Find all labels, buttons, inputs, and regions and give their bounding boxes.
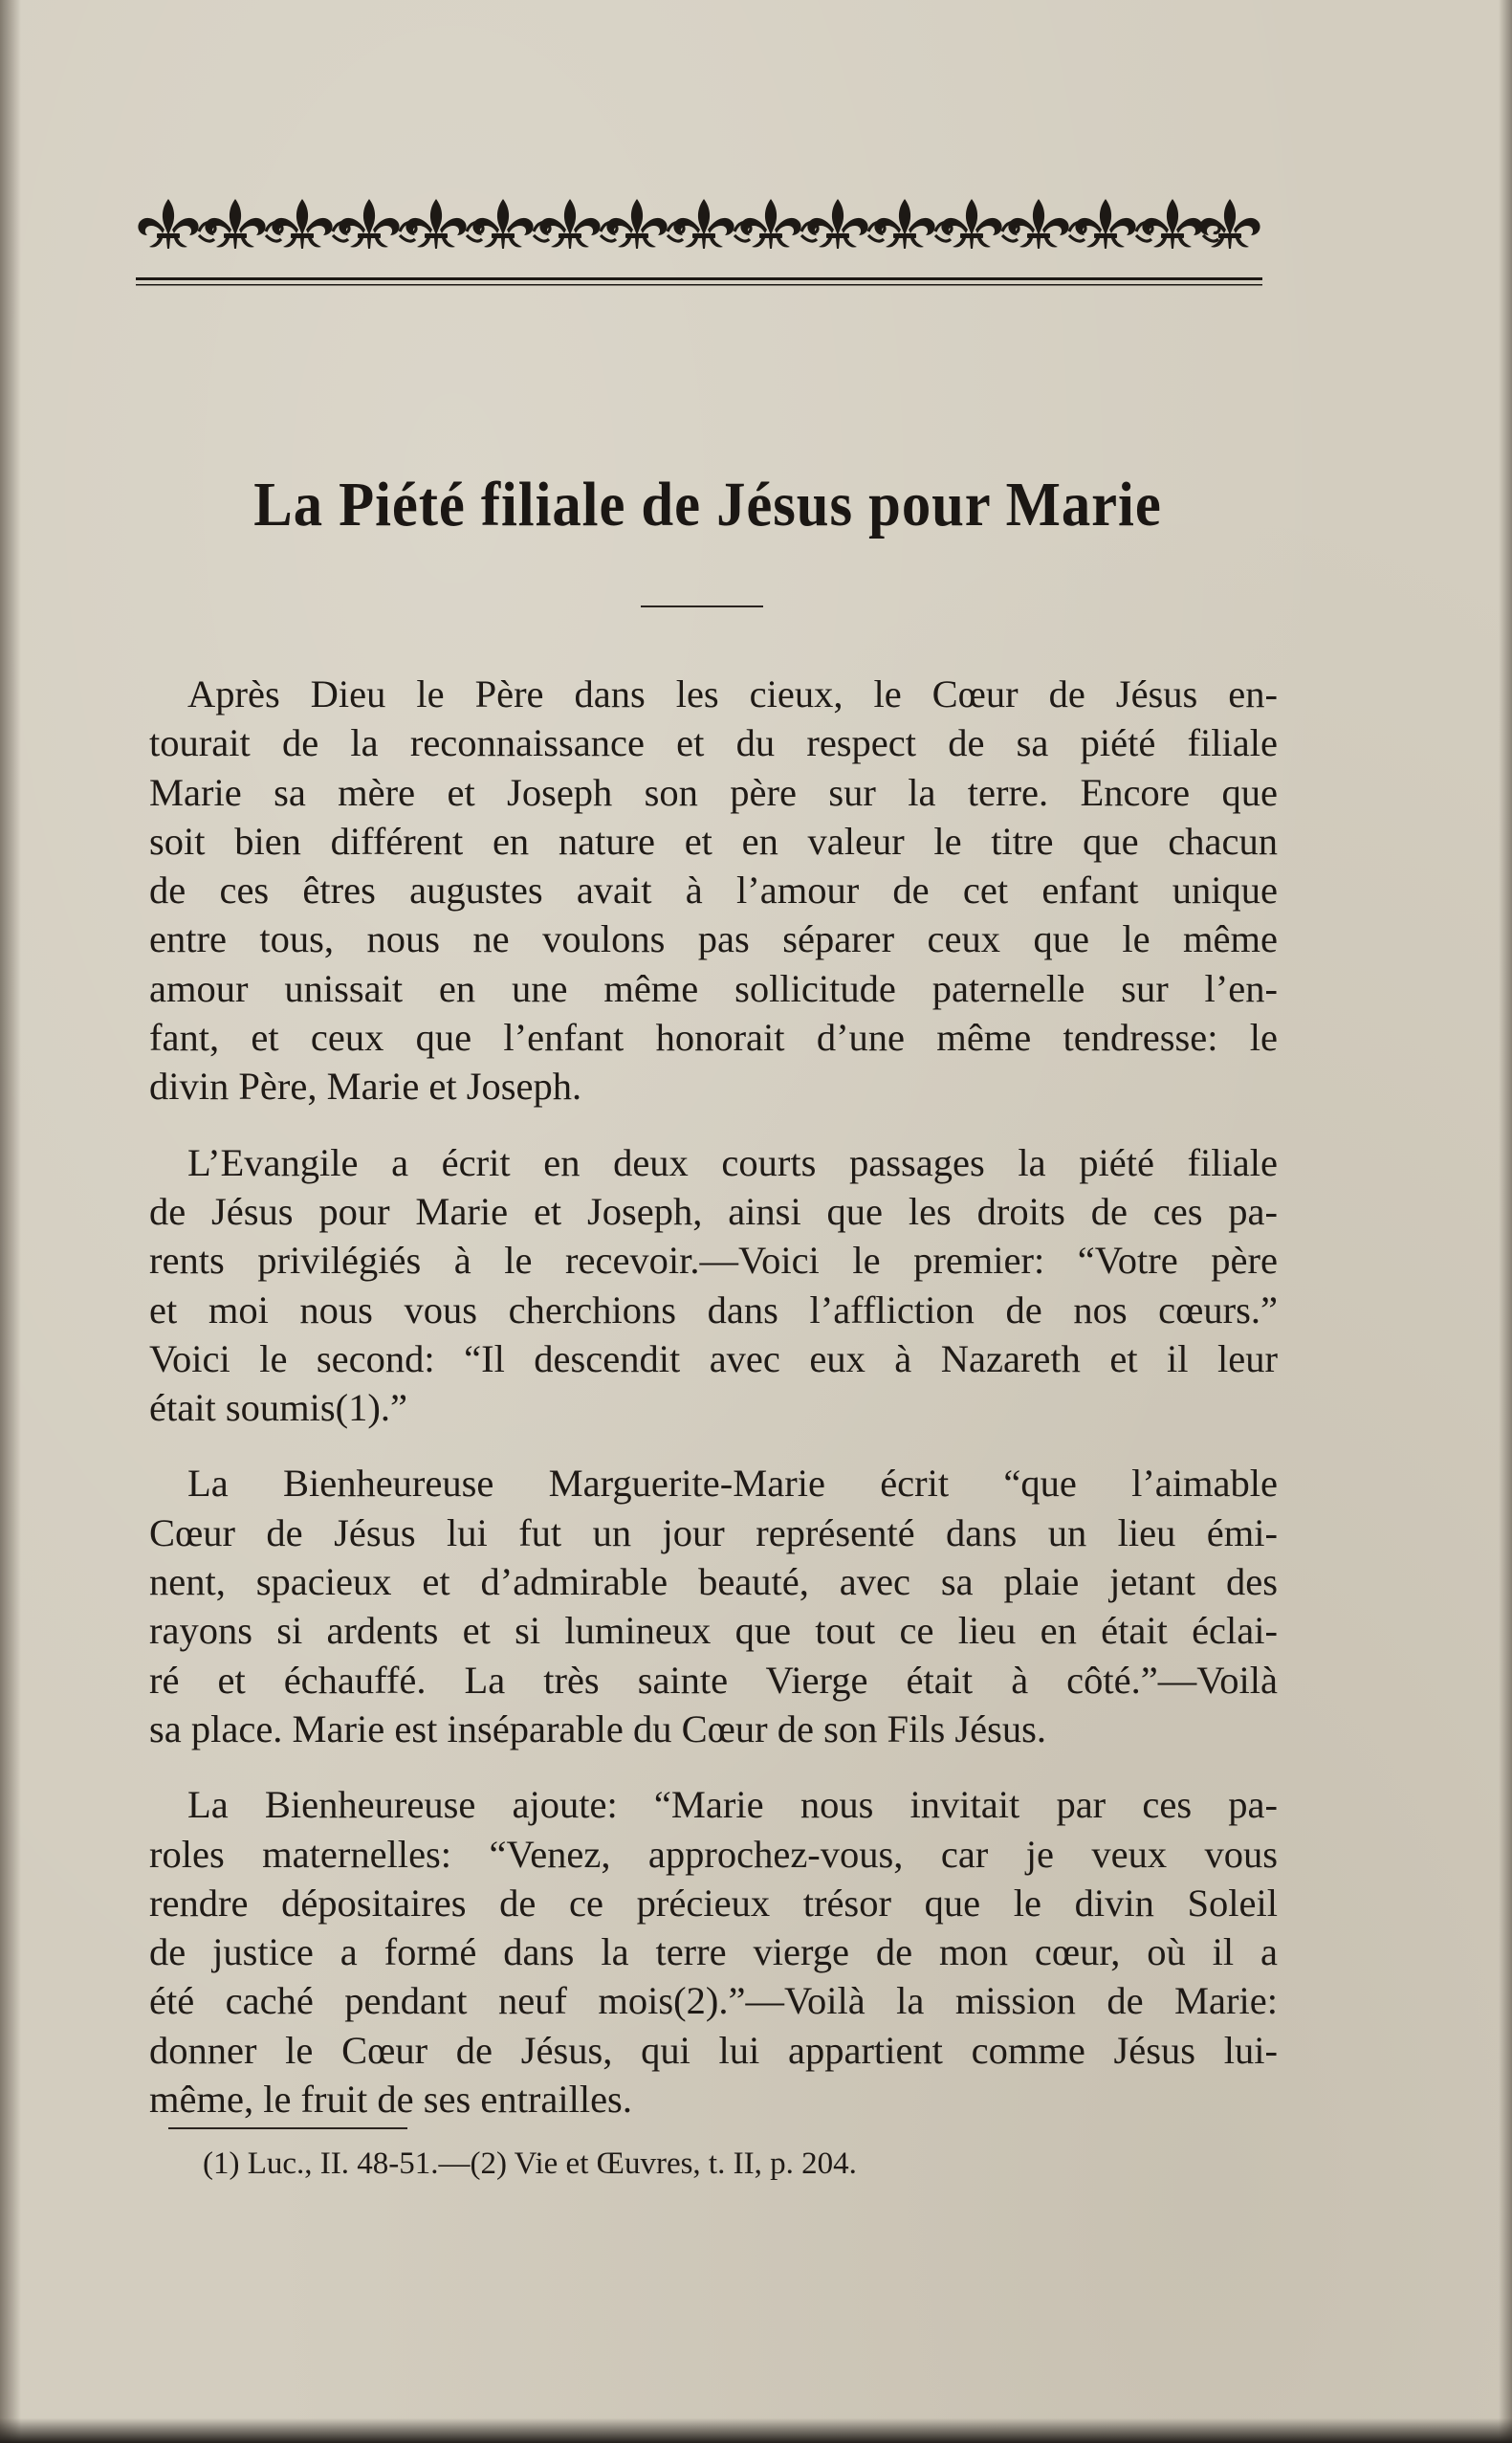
gutter-shadow xyxy=(0,0,21,2443)
text-line: été caché pendant neuf mois(2).”—Voilà la mission de Marie: xyxy=(149,1979,1278,2023)
footnote-rule xyxy=(168,2127,407,2129)
body-text xyxy=(149,670,1278,2150)
text-line: rayons si ardents et si lumineux que tout ce lieu en était éclai- xyxy=(149,1609,1278,1653)
text-line: roles maternelles: “Venez, approchez-vous, car je veux vous xyxy=(149,1832,1278,1876)
text-line: et moi nous vous cherchions dans l’affliction de nos cœurs.” xyxy=(149,1288,1278,1332)
footnote: (1) Luc., II. 48-51.—(2) Vie et Œuvres, t. II, p. 204. xyxy=(203,2146,857,2181)
text-line: entre tous, nous ne voulons pas séparer ceux que le même xyxy=(149,917,1278,961)
text-line: donner le Cœur de Jésus, qui lui appartient comme Jésus lui- xyxy=(149,2028,1278,2072)
text-line: fant, et ceux que l’enfant honorait d’une même tendresse: le xyxy=(149,1016,1278,1060)
text-line: rendre dépositaires de ce précieux trésor que le divin Soleil xyxy=(149,1881,1278,1925)
text-line: Marie sa mère et Joseph son père sur la terre. Encore que xyxy=(149,770,1278,814)
paragraph-4 xyxy=(149,1780,1278,2124)
text-line: de justice a formé dans la terre vierge de mon cœur, où il a xyxy=(149,1930,1278,1974)
text-line: L’Evangile a écrit en deux courts passages la piété filiale xyxy=(187,1140,1278,1184)
text-line: sa place. Marie est inséparable du Cœur de son Fils Jésus. xyxy=(149,1706,1047,1750)
text-line: rents privilégiés à le recevoir.—Voici le premier: “Votre père xyxy=(149,1239,1278,1283)
paragraph-2 xyxy=(149,1138,1278,1433)
text-line: ré et échauffé. La très sainte Vierge était à côté.”—Voilà xyxy=(149,1658,1278,1702)
page-bottom-edge xyxy=(0,2418,1512,2443)
text-line: Après Dieu le Père dans les cieux, le Cœur de Jésus en- xyxy=(187,672,1278,715)
text-line: même, le fruit de ses entrailles. xyxy=(149,2078,632,2122)
text-line: nent, spacieux et d’admirable beauté, avec sa plaie jetant des xyxy=(149,1560,1278,1604)
text-line: de Jésus pour Marie et Joseph, ainsi que les droits de ces pa- xyxy=(149,1189,1278,1233)
text-line: de ces êtres augustes avait à l’amour de cet enfant unique xyxy=(149,869,1278,913)
paragraph-1 xyxy=(149,670,1278,1111)
text-line: La Bienheureuse Marguerite-Marie écrit “que l’aimable xyxy=(187,1462,1278,1506)
title-rule xyxy=(641,605,763,607)
text-line: Cœur de Jésus lui fut un jour représenté dans un lieu émi- xyxy=(149,1510,1278,1554)
paragraph-3 xyxy=(149,1459,1278,1753)
text-line: divin Père, Marie et Joseph. xyxy=(149,1065,582,1109)
text-line: soit bien différent en nature et en valeur le titre que chacun xyxy=(149,819,1278,863)
page-edge-shadow xyxy=(1499,0,1512,2443)
text-line: était soumis(1).” xyxy=(149,1386,407,1430)
text-line: Voici le second: “Il descendit avec eux à Nazareth et il leur xyxy=(149,1336,1278,1380)
text-line: tourait de la reconnaissance et du respect de sa piété filiale xyxy=(149,721,1278,765)
text-line: La Bienheureuse ajoute: “Marie nous invitait par ces pa- xyxy=(187,1783,1278,1827)
text-line: amour unissait en une même sollicitude paternelle sur l’en- xyxy=(149,966,1278,1010)
page-title: La Piété filiale de Jésus pour Marie xyxy=(253,470,1162,539)
fleur-de-lis-border xyxy=(136,187,1262,293)
